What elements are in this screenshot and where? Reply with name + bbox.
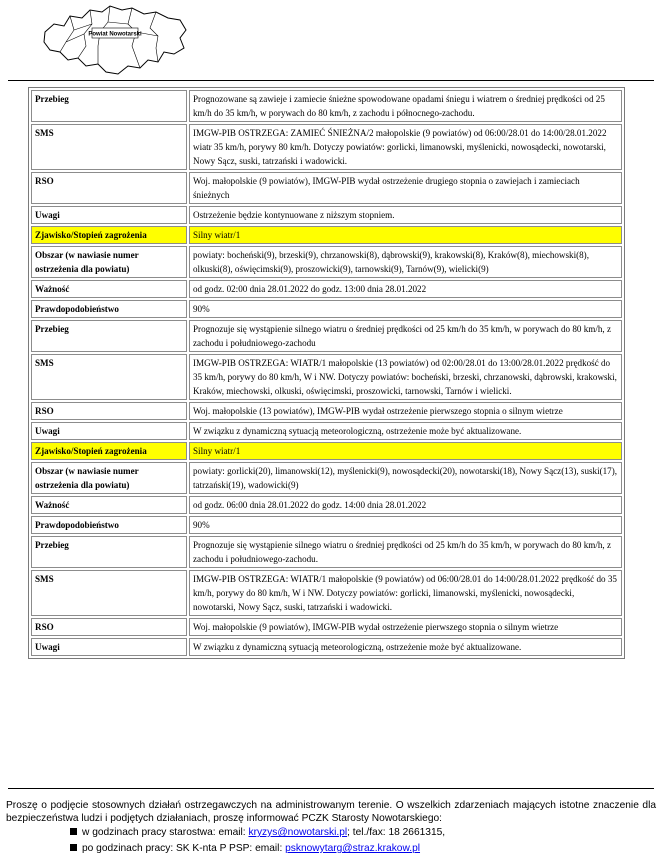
warning-row	[31, 618, 622, 636]
row-key: Uwagi	[31, 638, 187, 656]
row-key: Ważność	[31, 496, 187, 514]
warning-row	[31, 246, 622, 278]
row-value: od godz. 02:00 dnia 28.01.2022 do godz. 13:00 dnia 28.01.2022	[189, 280, 622, 298]
row-value: Prognozowane są zawieje i zamiecie śnieżne spowodowane opadami śniegu i wiatrem o średniej prędkości od 25 km/h do 35 km/h, w porywach do 80 km/h, z zachodu i północnego-zachodu.	[189, 90, 622, 122]
warning-row	[31, 516, 622, 534]
row-value: Woj. małopolskie (9 powiatów), IMGW-PIB wydał ostrzeżenie pierwszego stopnia o silnym wietrze	[189, 618, 622, 636]
row-key: Uwagi	[31, 422, 187, 440]
warning-row	[31, 422, 622, 440]
row-key: RSO	[31, 618, 187, 636]
warning-row	[31, 570, 622, 616]
row-key: Prawdopodobieństwo	[31, 300, 187, 318]
row-value: od godz. 06:00 dnia 28.01.2022 do godz. 14:00 dnia 28.01.2022	[189, 496, 622, 514]
row-key: Uwagi	[31, 206, 187, 224]
row-value: 90%	[189, 516, 622, 534]
row-key: Obszar (w nawiasie numer ostrzeżenia dla powiatu)	[31, 462, 187, 494]
phone-text: ; tel./fax: 18 2661315,	[347, 827, 446, 838]
county-map-logo	[40, 2, 190, 80]
row-value: IMGW-PIB OSTRZEGA: WIATR/1 małopolskie (13 powiatów) od 02:00/28.01 do 13:00/28.01.2022 prędkość do 35 km/h, porywy do 80 km/h, W i NW. Dotyczy powiatów: bocheński, brzeski, chrzanowski, dąbrowski, krakowski, Kraków, miechowski, olkuski, oświęcimski, proszowicki, tarnowski, Tarnów i wielicki.	[189, 354, 622, 400]
warning-row	[31, 462, 622, 494]
warning-row	[31, 124, 622, 170]
row-value: Woj. małopolskie (9 powiatów), IMGW-PIB wydał ostrzeżenie drugiego stopnia o zawiejach i zamieciach śnieżnych	[189, 172, 622, 204]
row-key: SMS	[31, 354, 187, 400]
bullet-square-icon	[70, 828, 77, 835]
row-value: 90%	[189, 300, 622, 318]
row-key: Przebieg	[31, 320, 187, 352]
contact-label: w godzinach pracy starostwa: email:	[82, 827, 249, 838]
row-value: W związku z dynamiczną sytuacją meteorologiczną, ostrzeżenie może być aktualizowane.	[189, 638, 622, 656]
warning-row	[31, 402, 622, 420]
row-value: Woj. małopolskie (13 powiatów), IMGW-PIB wydał ostrzeżenie pierwszego stopnia o silnym wietrze	[189, 402, 622, 420]
warning-row	[31, 320, 622, 352]
row-key: Zjawisko/Stopień zagrożenia	[31, 226, 187, 244]
row-key: RSO	[31, 402, 187, 420]
row-value: Silny wiatr/1	[189, 226, 622, 244]
footer-rule	[8, 788, 654, 789]
row-key: Prawdopodobieństwo	[31, 516, 187, 534]
row-value: powiaty: gorlicki(20), limanowski(12), myślenicki(9), nowosądecki(20), nowotarski(18), Nowy Sącz(13), suski(17), tatrzański(19), wadowicki(9)	[189, 462, 622, 494]
warning-row	[31, 280, 622, 298]
email-link-kryzys[interactable]: kryzys@nowotarski.pl	[248, 827, 348, 838]
warning-row	[31, 90, 622, 122]
warning-row	[31, 300, 622, 318]
warning-table	[28, 87, 625, 659]
row-value: Prognozuje się wystąpienie silnego wiatru o średniej prędkości od 25 km/h do 35 km/h, w porywach do 80 km/h, z zachodu i południowego-zachodu	[189, 320, 622, 352]
row-value: Ostrzeżenie będzie kontynuowane z niższym stopniem.	[189, 206, 622, 224]
row-key: Obszar (w nawiasie numer ostrzeżenia dla powiatu)	[31, 246, 187, 278]
warning-row	[31, 206, 622, 224]
warning-row	[31, 536, 622, 568]
contact-line-after-hours	[70, 843, 420, 855]
row-key: Przebieg	[31, 536, 187, 568]
row-key: Przebieg	[31, 90, 187, 122]
row-key: SMS	[31, 570, 187, 616]
warning-row	[31, 226, 622, 244]
warning-row	[31, 638, 622, 656]
header-rule	[8, 80, 654, 81]
row-key: Ważność	[31, 280, 187, 298]
warning-row	[31, 496, 622, 514]
row-value: IMGW-PIB OSTRZEGA: WIATR/1 małopolskie (9 powiatów) od 06:00/28.01 do 14:00/28.01.2022 prędkość do 35 km/h, porywy do 80 km/h, W i NW. Dotyczy powiatów: gorlicki, limanowski, myślenicki, nowosądecki, nowotarski, Nowy Sącz, suski, tatrzański i wadowicki.	[189, 570, 622, 616]
row-value: Prognozuje się wystąpienie silnego wiatru o średniej prędkości od 25 km/h do 35 km/h, w porywach do 80 km/h, z zachodu i południowego-zachodu.	[189, 536, 622, 568]
email-link-psk[interactable]: psknowytarg@straz.krakow.pl	[285, 843, 421, 854]
row-value: powiaty: bocheński(9), brzeski(9), chrzanowski(8), dąbrowski(9), krakowski(8), Kraków(8), miechowski(8), olkuski(8), oświęcimski(9), proszowicki(9), tarnowski(9), Tarnów(9), wielicki(9)	[189, 246, 622, 278]
row-key: SMS	[31, 124, 187, 170]
warning-row	[31, 354, 622, 400]
row-key: Zjawisko/Stopień zagrożenia	[31, 442, 187, 460]
contact-line-office-hours	[70, 827, 445, 839]
county-map-outline	[44, 6, 186, 74]
bullet-square-icon	[70, 844, 77, 851]
contact-label: po godzinach pracy: SK K-nta P PSP: email:	[82, 843, 286, 854]
warning-row	[31, 172, 622, 204]
footer-paragraph: Proszę o podjęcie stosownych działań ostrzegawczych na administrowanym terenie. O wszelkich zdarzeniach mających istotne znaczenie dla bezpieczeństwa ludzi i podjętych działaniach, proszę informować PCZK Starosty Nowotarskiego:	[6, 800, 656, 824]
warning-row	[31, 442, 622, 460]
row-value: IMGW-PIB OSTRZEGA: ZAMIEĆ ŚNIEŻNA/2 małopolskie (9 powiatów) od 06:00/28.01 do 14:00/28.01.2022 wiatr 35 km/h, porywy 80 km/h. Dotyczy powiatów: gorlicki, limanowski, myślenicki, nowosądecki, nowotarski, Nowy Sącz, suski, tatrzański i wadowicki.	[189, 124, 622, 170]
row-key: RSO	[31, 172, 187, 204]
county-label: Powiat Nowotarski	[88, 31, 142, 38]
row-value: W związku z dynamiczną sytuacją meteorologiczną, ostrzeżenie może być aktualizowane.	[189, 422, 622, 440]
row-value: Silny wiatr/1	[189, 442, 622, 460]
